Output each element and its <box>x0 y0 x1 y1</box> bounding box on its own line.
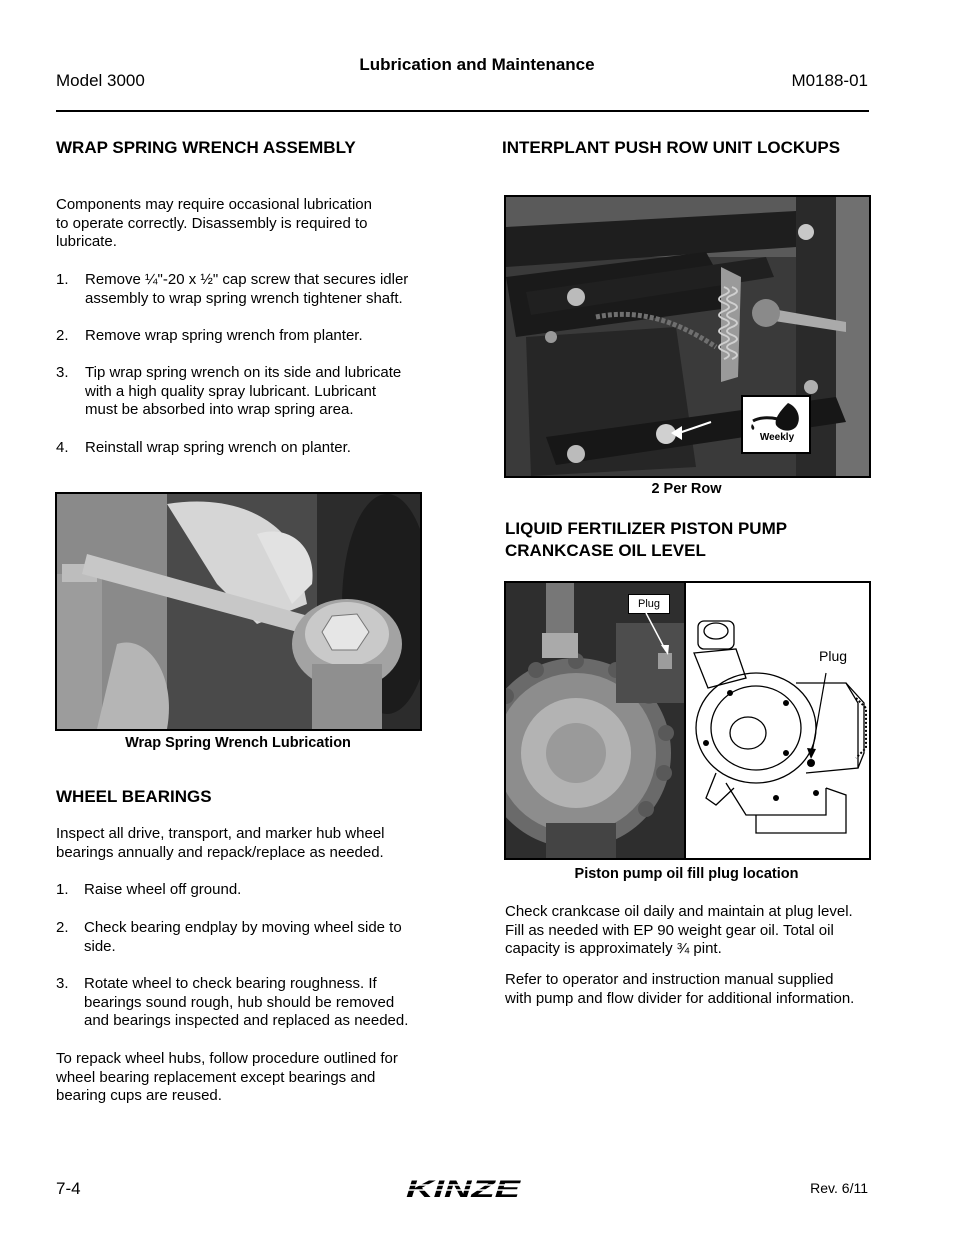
wrap-spring-intro <box>56 196 426 252</box>
section-title: Lubrication and Maintenance <box>359 55 595 74</box>
wrap-step-1 <box>56 271 426 311</box>
step-line: Remove ¼"-20 x ½" cap screw that secures idler <box>85 271 409 288</box>
wheel-bearings-heading: WHEEL BEARINGS <box>56 787 212 806</box>
interplant-caption: 2 Per Row <box>651 481 722 497</box>
page-number: 7-4 <box>56 1179 81 1198</box>
para-line: capacity is approximately ¾ pint. <box>505 940 722 957</box>
intro-line: bearings annually and repack/replace as needed. <box>56 843 384 861</box>
intro-line: to operate correctly. Disassembly is required to <box>56 214 368 232</box>
para-line: Refer to operator and instruction manual supplied <box>505 971 834 988</box>
pump-heading-line: CRANKCASE OIL LEVEL <box>505 541 706 560</box>
revision: Rev. 6/11 <box>810 1180 868 1196</box>
step-line: with a high quality spray lubricant. Lubricant <box>85 382 376 400</box>
logo-text: KINZE <box>406 1176 522 1202</box>
step-line: assembly to wrap spring wrench tightener shaft. <box>85 289 403 307</box>
step-line: Rotate wheel to check bearing roughness. If <box>84 975 377 992</box>
wrap-step-4 <box>56 439 426 459</box>
step-line: must be absorbed into wrap spring area. <box>85 401 354 418</box>
para-line: Fill as needed with EP 90 weight gear oil. Total oil <box>505 921 834 939</box>
wrap-spring-illustration <box>57 494 420 729</box>
step-line: bearings sound rough, hub should be removed <box>84 993 395 1011</box>
wheel-bearings-outro <box>56 1050 431 1106</box>
step-number: 2. <box>56 919 69 936</box>
model-label: Model 3000 <box>56 71 145 90</box>
step-number: 1. <box>56 271 69 288</box>
pump-heading <box>505 518 787 562</box>
weekly-badge-label: Weekly <box>759 432 795 443</box>
step-line: Reinstall wrap spring wrench on planter. <box>85 439 351 456</box>
wrap-spring-heading: WRAP SPRING WRENCH ASSEMBLY <box>56 138 356 157</box>
plug-label-drawing: Plug <box>819 648 848 664</box>
wheel-step-2 <box>56 919 426 959</box>
para-line: with pump and flow divider for additional information. <box>505 989 855 1007</box>
intro-line: Inspect all drive, transport, and marker hub wheel <box>56 825 385 842</box>
outro-line: wheel bearing replacement except bearings and <box>56 1068 376 1086</box>
header-rule <box>56 110 869 112</box>
plug-label-photo: Plug <box>628 594 670 614</box>
step-line: side. <box>84 937 116 955</box>
step-line: Remove wrap spring wrench from planter. <box>85 327 363 344</box>
interplant-illustration <box>506 197 869 476</box>
kinze-logo <box>403 1176 523 1202</box>
step-number: 2. <box>56 327 69 344</box>
intro-line: lubricate. <box>56 233 117 250</box>
pump-line-drawing <box>686 583 869 858</box>
intro-line: Components may require occasional lubrication <box>56 196 372 213</box>
step-line: Raise wheel off ground. <box>84 881 242 898</box>
wheel-step-1 <box>56 881 426 901</box>
interplant-heading: INTERPLANT PUSH ROW UNIT LOCKUPS <box>502 138 841 157</box>
doc-number: M0188-01 <box>791 71 868 90</box>
pump-caption: Piston pump oil fill plug location <box>574 866 799 882</box>
step-number: 3. <box>56 975 69 992</box>
interplant-photo <box>504 195 871 478</box>
step-number: 4. <box>56 439 69 456</box>
step-number: 3. <box>56 364 69 381</box>
kinze-logo-mark <box>403 1176 523 1202</box>
para-line: Check crankcase oil daily and maintain at plug level. <box>505 903 853 920</box>
wheel-step-3 <box>56 975 431 1033</box>
step-line: and bearings inspected and replaced as needed. <box>84 1012 409 1029</box>
pump-figure <box>504 581 871 860</box>
pump-paragraph-2 <box>505 971 875 1008</box>
outro-line: To repack wheel hubs, follow procedure outlined for <box>56 1050 398 1067</box>
pump-heading-line: LIQUID FERTILIZER PISTON PUMP <box>505 519 788 538</box>
step-line: Tip wrap spring wrench on its side and lubricate <box>85 364 402 381</box>
step-line: Check bearing endplay by moving wheel side to <box>84 919 402 936</box>
wrap-spring-photo <box>55 492 422 731</box>
wrap-spring-caption: Wrap Spring Wrench Lubrication <box>125 735 351 751</box>
step-number: 1. <box>56 881 69 898</box>
wheel-bearings-intro <box>56 825 426 862</box>
wrap-step-2 <box>56 327 426 347</box>
wrap-step-3 <box>56 364 426 422</box>
pump-paragraph-1 <box>505 903 875 959</box>
outro-line: bearing cups are reused. <box>56 1087 222 1104</box>
